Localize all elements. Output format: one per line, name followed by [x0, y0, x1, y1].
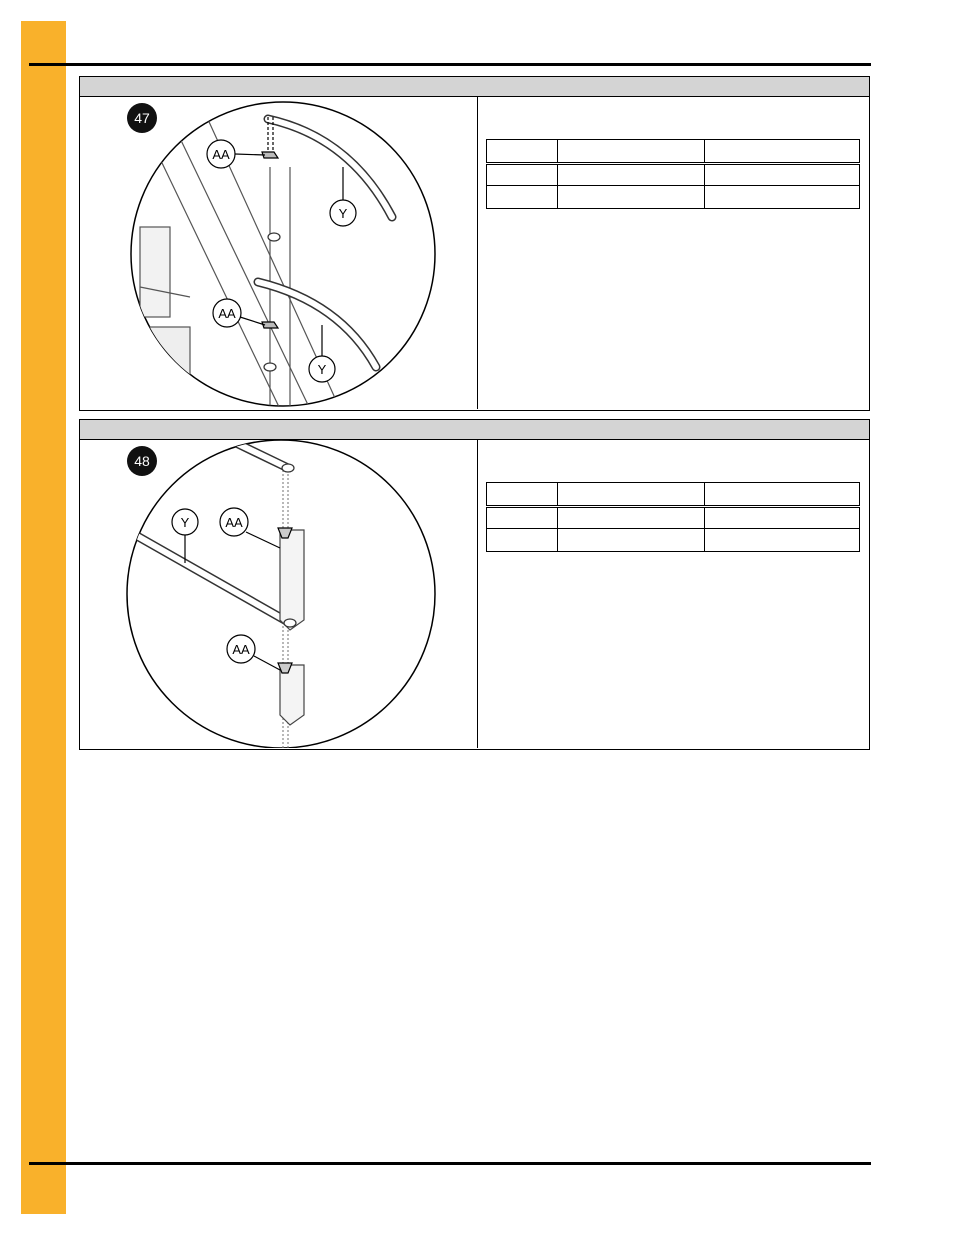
svg-text:AA: AA	[232, 642, 250, 657]
step-info-48	[478, 440, 869, 748]
table-header-cell	[558, 140, 705, 164]
svg-text:AA: AA	[218, 306, 236, 321]
table-header-cell	[705, 483, 860, 507]
table-cell	[487, 164, 558, 186]
step-box-48	[79, 419, 870, 750]
table-header-row	[487, 483, 860, 507]
illustration-48	[80, 440, 476, 748]
table-header-row	[487, 140, 860, 164]
side-tab	[21, 21, 66, 1214]
table-row	[487, 164, 860, 186]
figure-47	[80, 97, 478, 409]
step-box-47	[79, 76, 870, 411]
header-rule	[29, 63, 871, 66]
table-cell	[558, 164, 705, 186]
step-title-bar	[80, 77, 869, 97]
step-title-bar	[80, 420, 869, 440]
footer-rule	[29, 1162, 871, 1165]
step-number-badge: 48	[127, 446, 157, 476]
svg-text:Y: Y	[338, 206, 348, 221]
svg-text:Y: Y	[317, 362, 327, 377]
table-row	[487, 186, 860, 209]
table-cell	[705, 186, 860, 209]
table-header-cell	[705, 140, 860, 164]
table-cell	[705, 164, 860, 186]
table-cell	[705, 529, 860, 552]
svg-text:AA: AA	[225, 515, 243, 530]
table-cell	[558, 529, 705, 552]
table-header-cell	[558, 483, 705, 507]
table-cell	[487, 529, 558, 552]
parts-table-47	[486, 139, 860, 209]
table-cell	[558, 507, 705, 529]
step-info-47	[478, 97, 869, 409]
parts-table-48	[486, 482, 860, 552]
table-cell	[558, 186, 705, 209]
table-row	[487, 507, 860, 529]
table-cell	[487, 186, 558, 209]
figure-48	[80, 440, 478, 748]
table-cell	[705, 507, 860, 529]
table-cell	[487, 507, 558, 529]
step-number-badge: 47	[127, 103, 157, 133]
table-row	[487, 529, 860, 552]
svg-text:AA: AA	[212, 147, 230, 162]
illustration-47	[80, 97, 476, 409]
table-header-cell	[487, 483, 558, 507]
table-header-cell	[487, 140, 558, 164]
svg-text:Y: Y	[180, 515, 190, 530]
